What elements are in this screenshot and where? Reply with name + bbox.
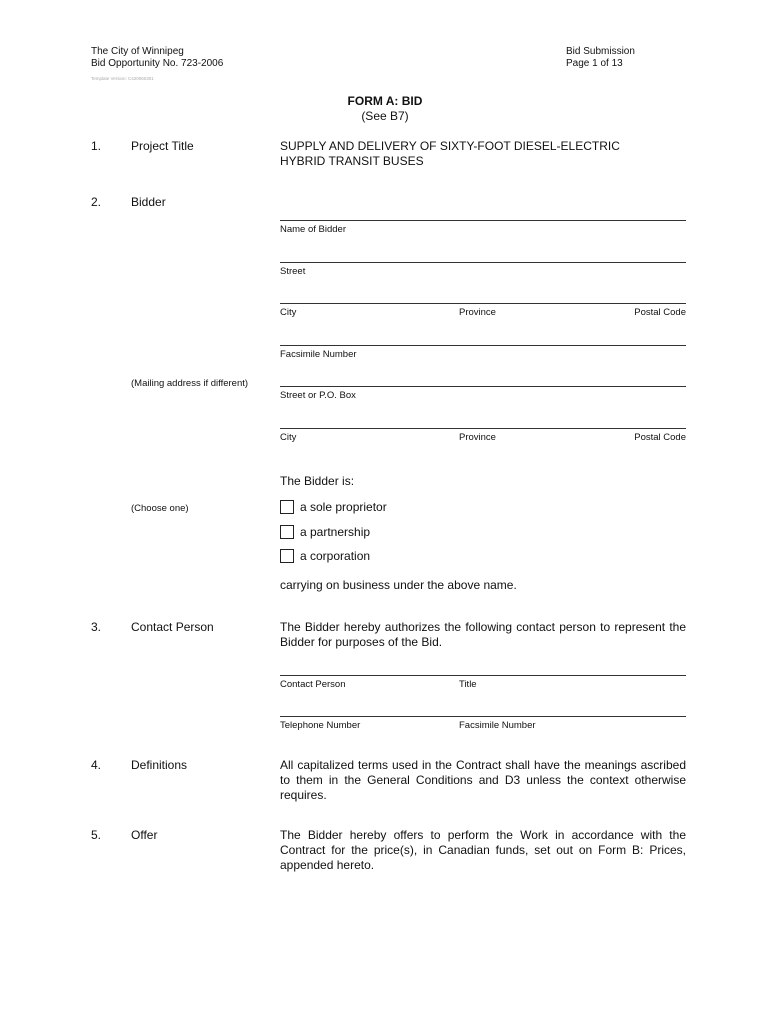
sole-proprietor-label: a sole proprietor xyxy=(300,500,387,514)
city-name: The City of Winnipeg xyxy=(91,46,184,57)
city-caption: City xyxy=(280,307,297,318)
form-title: FORM A: BID xyxy=(347,94,423,108)
bid-submission-label: Bid Submission xyxy=(566,46,635,57)
section-1-label: Project Title xyxy=(131,139,194,153)
section-2-number: 2. xyxy=(91,195,102,209)
page-number: Page 1 of 13 xyxy=(566,58,623,69)
section-2-label: Bidder xyxy=(131,195,166,209)
facsimile-caption: Facsimile Number xyxy=(280,349,357,360)
corporation-checkbox[interactable] xyxy=(280,549,294,563)
telephone-line[interactable] xyxy=(280,716,686,717)
project-title-line-1: SUPPLY AND DELIVERY OF SIXTY-FOOT DIESEL-ELECTRIC xyxy=(280,139,620,153)
name-of-bidder-caption: Name of Bidder xyxy=(280,224,347,235)
name-of-bidder-line[interactable] xyxy=(280,220,686,221)
postal-code-caption-2: Postal Code xyxy=(634,432,686,443)
facsimile-number-caption: Facsimile Number xyxy=(459,720,536,731)
form-subtitle: (See B7) xyxy=(361,109,409,123)
corporation-label: a corporation xyxy=(300,549,371,563)
street-po-box-caption: Street or P.O. Box xyxy=(280,390,356,401)
mailing-street-line[interactable] xyxy=(280,386,686,387)
section-1-number: 1. xyxy=(91,139,102,153)
choose-one-note: (Choose one) xyxy=(131,503,189,514)
mailing-city-line[interactable] xyxy=(280,428,686,429)
section-4-label: Definitions xyxy=(131,758,188,772)
section-5-number: 5. xyxy=(91,828,102,842)
city-province-postal-line[interactable] xyxy=(280,303,686,304)
contact-person-paragraph: The Bidder hereby authorizes the following contact person to represent the Bidder for purposes of the Bid. xyxy=(280,620,686,649)
contact-person-line[interactable] xyxy=(280,675,686,676)
postal-code-caption: Postal Code xyxy=(634,307,686,318)
section-3-label: Contact Person xyxy=(131,620,214,634)
carrying-on-business-text: carrying on business under the above name. xyxy=(280,578,517,592)
province-caption-2: Province xyxy=(459,432,496,443)
facsimile-line[interactable] xyxy=(280,345,686,346)
partnership-label: a partnership xyxy=(300,525,371,539)
section-3-number: 3. xyxy=(91,620,102,634)
street-caption: Street xyxy=(280,266,306,277)
project-title-line-2: HYBRID TRANSIT BUSES xyxy=(280,154,424,168)
bidder-is-label: The Bidder is: xyxy=(280,474,355,488)
sole-proprietor-checkbox[interactable] xyxy=(280,500,294,514)
partnership-checkbox[interactable] xyxy=(280,525,294,539)
telephone-number-caption: Telephone Number xyxy=(280,720,361,731)
province-caption: Province xyxy=(459,307,496,318)
section-4-number: 4. xyxy=(91,758,102,772)
title-caption: Title xyxy=(459,679,477,690)
offer-paragraph: The Bidder hereby offers to perform the Work in accordance with the Contract for the price(s), in Canadian funds, set out on Form B: Prices, appended hereto. xyxy=(280,828,686,872)
bid-opportunity-number: Bid Opportunity No. 723-2006 xyxy=(91,58,224,69)
city-caption-2: City xyxy=(280,432,297,443)
street-line[interactable] xyxy=(280,262,686,263)
mailing-address-note: (Mailing address if different) xyxy=(131,378,249,389)
template-version: Template Version: C420060301 xyxy=(91,76,154,81)
contact-person-caption: Contact Person xyxy=(280,679,346,690)
definitions-paragraph: All capitalized terms used in the Contract shall have the meanings ascribed to them in the General Conditions and D3 unless the context otherwise requires. xyxy=(280,758,686,802)
section-5-label: Offer xyxy=(131,828,158,842)
